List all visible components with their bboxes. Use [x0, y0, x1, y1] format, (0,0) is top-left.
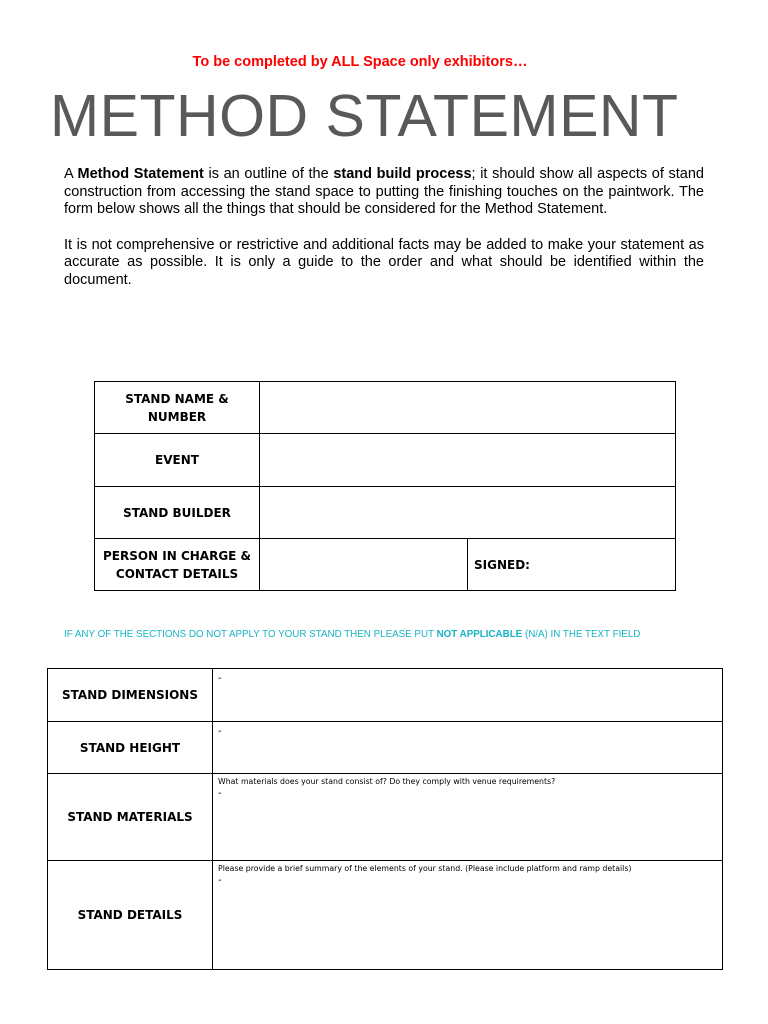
not-applicable-note [64, 629, 724, 640]
table-row [95, 434, 676, 487]
signed-field[interactable]: SIGNED: [468, 539, 676, 591]
na-note-text-2: (N/A) IN THE TEXT FIELD [522, 629, 641, 640]
stand-materials-field[interactable] [213, 774, 723, 861]
stand-details-label: STAND DETAILS [48, 861, 213, 970]
stand-name-number-field[interactable] [260, 382, 676, 434]
table-row [95, 382, 676, 434]
intro-text-c: is an outline of the [203, 166, 334, 182]
stand-builder-field[interactable] [260, 487, 676, 539]
na-note-bold: NOT APPLICABLE [436, 629, 523, 640]
dimensions-dash: - [218, 673, 222, 684]
person-in-charge-field[interactable] [260, 539, 468, 591]
event-field[interactable] [260, 434, 676, 487]
height-dash: - [218, 726, 222, 737]
stand-name-number-label: STAND NAME & NUMBER [95, 382, 260, 434]
intro-text-a: A [64, 166, 78, 182]
event-label: EVENT [95, 434, 260, 487]
intro-bold-method-statement: Method Statement [77, 166, 204, 182]
intro-bold-stand-build-process: stand build process [333, 166, 472, 182]
page-title: METHOD STATEMENT [50, 83, 679, 149]
completion-note: To be completed by ALL Space only exhibitors… [192, 54, 528, 70]
na-note-text-1: IF ANY OF THE SECTIONS DO NOT APPLY TO YOUR STAND THEN PLEASE PUT [64, 629, 437, 640]
table-row [95, 487, 676, 539]
intro-paragraph-2: It is not comprehensive or restrictive and additional facts may be added to make your statement as accurate as possible. It is only a guide to the order and what should be identified within the document. [64, 236, 704, 288]
details-question: Please provide a brief summary of the elements of your stand. (Please include platform and ramp details) [218, 864, 632, 873]
stand-dimensions-label: STAND DIMENSIONS [48, 669, 213, 722]
intro-paragraph-1 [64, 166, 704, 219]
person-in-charge-label: PERSON IN CHARGE & CONTACT DETAILS [95, 539, 260, 591]
stand-height-field[interactable] [213, 722, 723, 774]
table-row [48, 669, 723, 722]
intro-text [64, 166, 704, 290]
details-dash: - [218, 875, 222, 886]
stand-dimensions-field[interactable] [213, 669, 723, 722]
stand-builder-label: STAND BUILDER [95, 487, 260, 539]
stand-details-field[interactable] [213, 861, 723, 970]
stand-height-label: STAND HEIGHT [48, 722, 213, 774]
stand-details-table [94, 381, 676, 591]
stand-materials-label: STAND MATERIALS [48, 774, 213, 861]
table-row [48, 861, 723, 970]
materials-dash: - [218, 788, 222, 799]
intro-text-e: ; it should show all aspects of stand construction from accessing the stand space to putting the finishing touches on the paintwork. The form below shows all the things that should be considered for the Method Statement. [64, 166, 704, 218]
table-row [48, 774, 723, 861]
table-row [48, 722, 723, 774]
stand-sections-table [47, 668, 723, 970]
materials-question: What materials does your stand consist of? Do they comply with venue requirements? [218, 777, 556, 786]
table-row [95, 539, 676, 591]
